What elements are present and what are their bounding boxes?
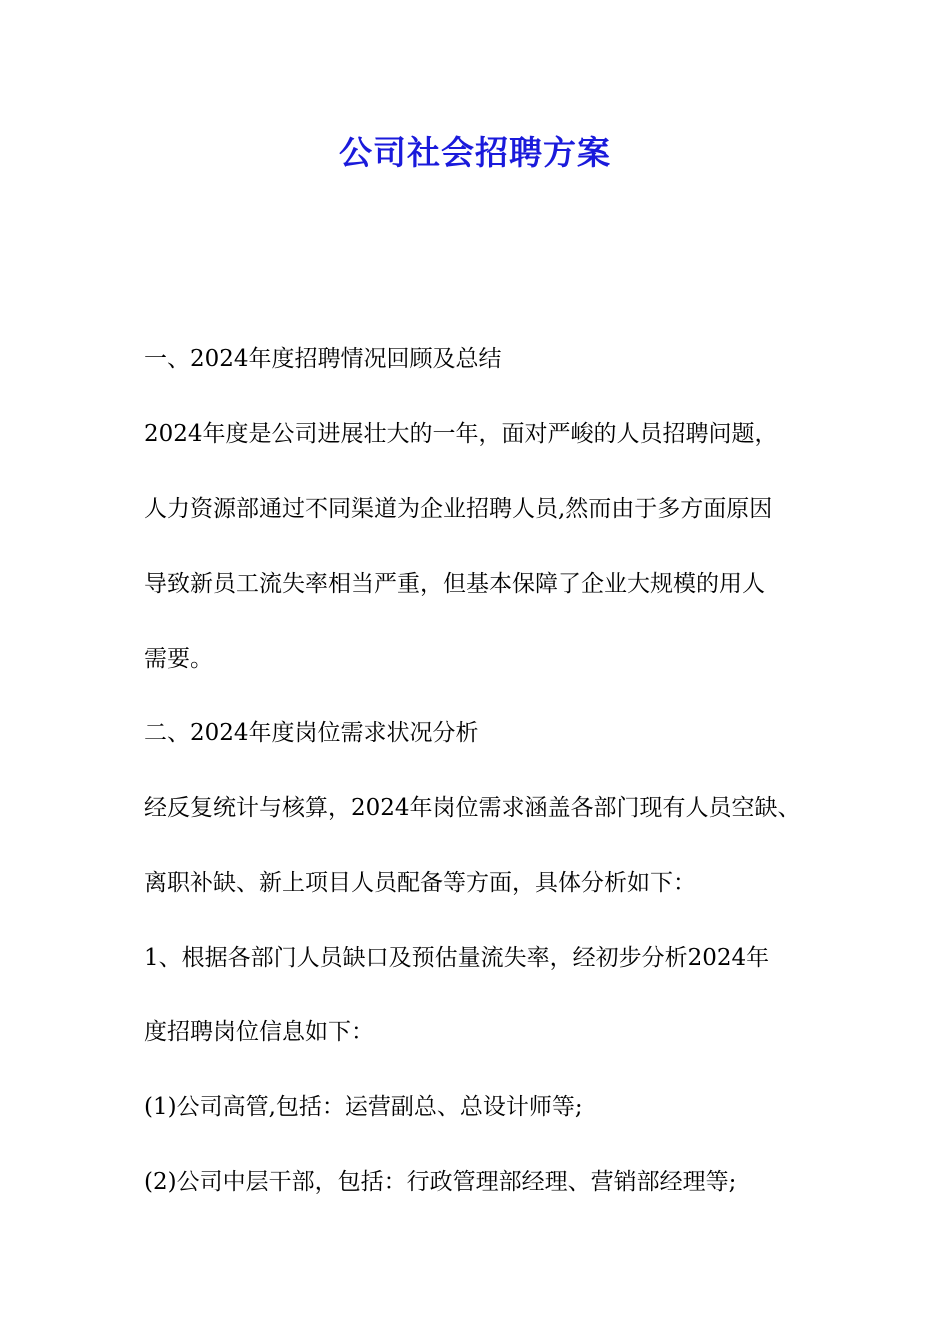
document-title: 公司社会招聘方案 [339,133,611,172]
list-item-line: (1)公司高管,包括：运营副总、总设计师等; [144,1094,583,1120]
section-heading-1: 一、2024年度招聘情况回顾及总结 [144,346,502,372]
paragraph-line: 导致新员工流失率相当严重，但基本保障了企业大规模的用人 [144,571,765,597]
paragraph-line: 需要。 [144,646,213,672]
paragraph-line: 离职补缺、新上项目人员配备等方面，具体分析如下： [144,870,696,896]
list-item-line: (2)公司中层干部，包括：行政管理部经理、营销部经理等; [144,1169,737,1195]
list-item-line: 1、根据各部门人员缺口及预估量流失率，经初步分析2024年 [144,945,770,971]
list-item-line: 度招聘岗位信息如下： [144,1019,374,1045]
paragraph-line: 人力资源部通过不同渠道为企业招聘人员,然而由于多方面原因 [144,496,773,522]
paragraph-line: 2024年度是公司进展壮大的一年，面对严峻的人员招聘问题， [144,421,778,447]
paragraph-line: 经反复统计与核算，2024年岗位需求涵盖各部门现有人员空缺、 [144,795,801,821]
section-heading-2: 二、2024年度岗位需求状况分析 [144,720,479,746]
